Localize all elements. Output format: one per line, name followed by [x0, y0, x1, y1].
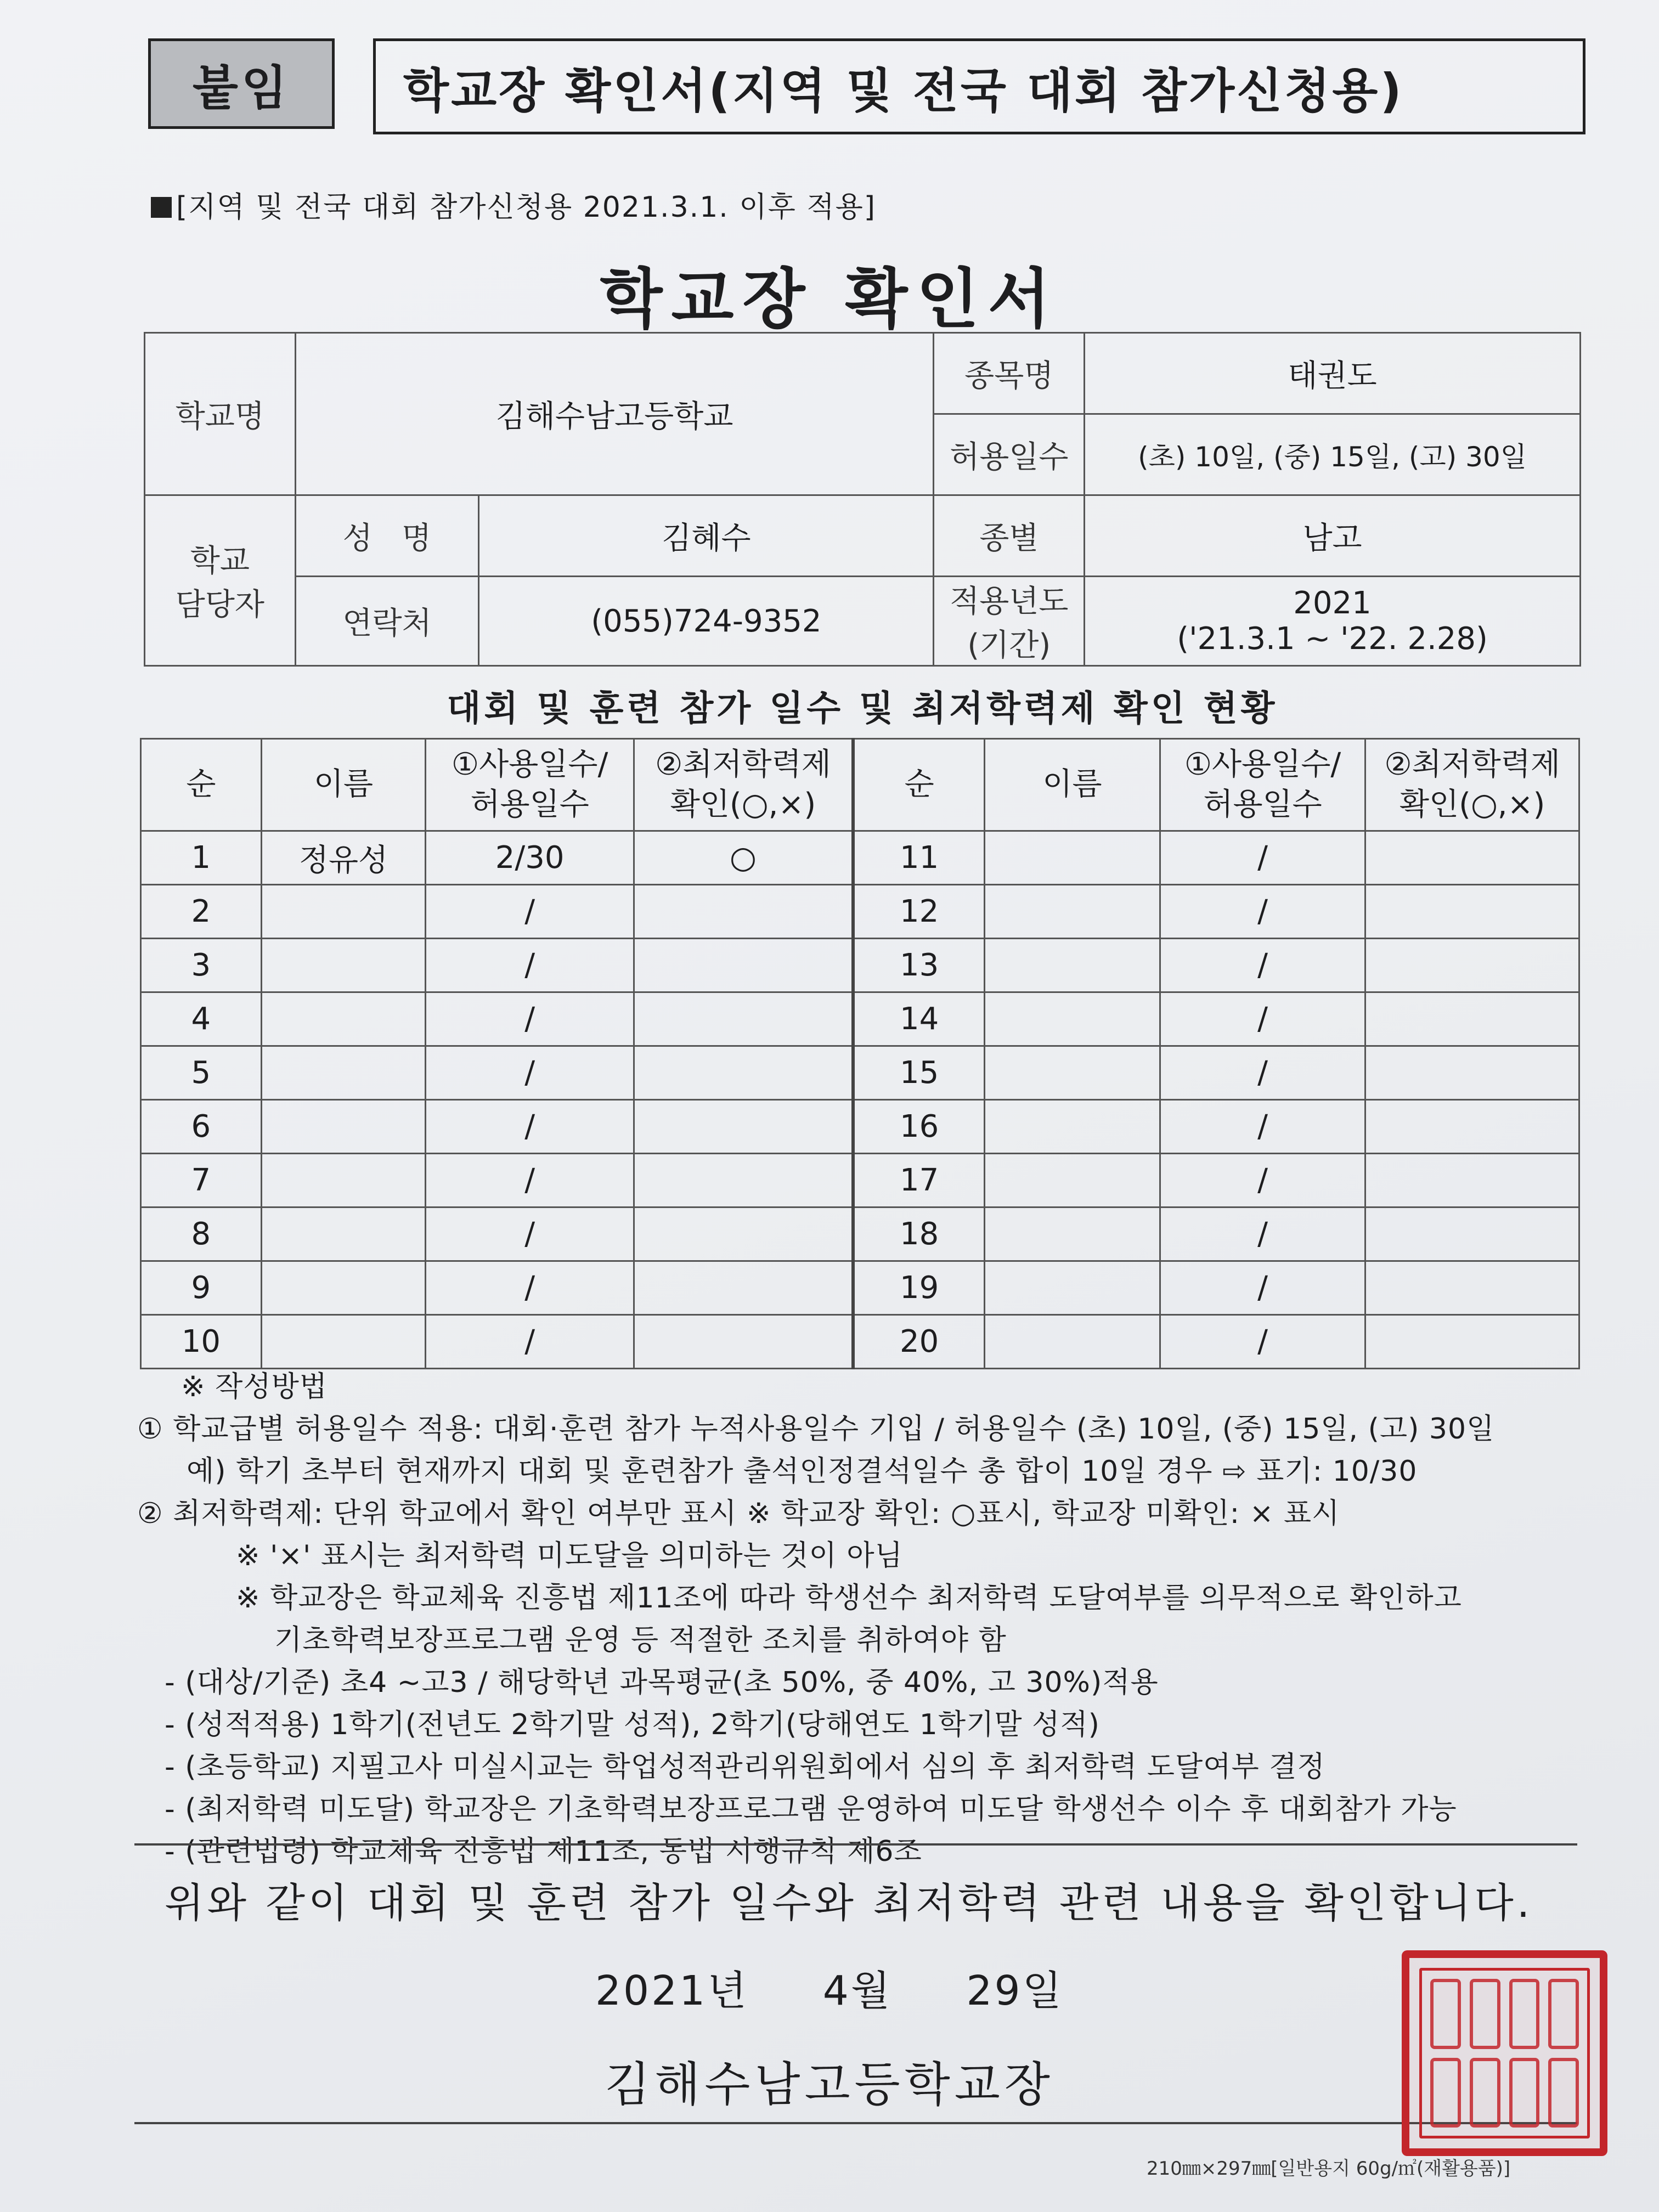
row-name-cell — [261, 1154, 426, 1207]
table-row — [141, 992, 1579, 1046]
row-name-cell-right — [985, 1154, 1160, 1207]
row-days-cell: / — [426, 885, 634, 939]
year-value-line-1: 2021 — [1293, 585, 1372, 621]
row-check-cell-right — [1365, 1315, 1579, 1369]
row-no-cell: 10 — [141, 1315, 262, 1369]
row-name-cell-right — [985, 1207, 1160, 1261]
col-days-header — [426, 739, 634, 831]
document-title: 학교장 확인서 — [600, 261, 1059, 337]
person-name-value: 김혜수 — [479, 495, 934, 577]
allowed-days-label: 허용일수 — [934, 414, 1085, 495]
row-days-cell-right: / — [1160, 1154, 1365, 1207]
table-row — [141, 1046, 1579, 1100]
row-no-cell-right: 20 — [853, 1315, 985, 1369]
seal-glyphs — [1426, 1974, 1583, 2132]
row-days-cell: / — [426, 1100, 634, 1154]
contact-value: (055)724-9352 — [479, 577, 934, 666]
row-days-cell-right: / — [1160, 1207, 1365, 1261]
row-days-cell-right: / — [1160, 1315, 1365, 1369]
row-check-cell — [634, 1261, 853, 1315]
bottom-divider — [134, 2122, 1577, 2124]
event-label: 종목명 — [934, 333, 1085, 414]
row-name-cell-right — [985, 1100, 1160, 1154]
row-no-cell: 6 — [141, 1100, 262, 1154]
row-days-cell-right: / — [1160, 1261, 1365, 1315]
confirmation-statement: 위와 같이 대회 및 훈련 참가 일수와 최저학력 관련 내용을 확인합니다. — [165, 1880, 1533, 1927]
row-no-cell-right: 18 — [853, 1207, 985, 1261]
table-row — [141, 939, 1579, 992]
manager-label-line-2: 담당자 — [175, 587, 264, 623]
row-days-cell-right: / — [1160, 992, 1365, 1046]
year-value — [1085, 577, 1581, 666]
col-check-header-right-line-1: ②최저학력제 — [1384, 746, 1560, 782]
col-name-header: 이름 — [261, 739, 426, 831]
table-row — [141, 1261, 1579, 1315]
row-name-cell — [261, 885, 426, 939]
row-check-cell — [634, 939, 853, 992]
row-days-cell: / — [426, 1154, 634, 1207]
row-check-cell-right — [1365, 939, 1579, 992]
instruction-1: ① 학교급별 허용일수 적용: 대회·훈련 참가 누적사용일수 기입 / 허용일수 (초) 10일, (중) 15일, (고) 30일 — [137, 1413, 1495, 1446]
row-days-cell: / — [426, 1207, 634, 1261]
row-check-cell-right — [1365, 1100, 1579, 1154]
row-name-cell — [261, 992, 426, 1046]
row-days-cell: / — [426, 1261, 634, 1315]
notice-line — [151, 184, 876, 225]
col-name-header-right: 이름 — [985, 739, 1160, 831]
row-name-cell-right — [985, 1315, 1160, 1369]
col-no-header: 순 — [141, 739, 262, 831]
seal-glyph — [1430, 2058, 1461, 2128]
table-row — [141, 1315, 1579, 1369]
row-no-cell-right: 12 — [853, 885, 985, 939]
seal-glyph — [1509, 2058, 1540, 2128]
row-check-cell — [634, 885, 853, 939]
year-label-line-1: 적용년도 — [950, 584, 1069, 619]
row-no-cell: 5 — [141, 1046, 262, 1100]
issue-date: 2021년 4월 29일 — [595, 1967, 1064, 2015]
row-check-cell — [634, 1100, 853, 1154]
row-check-cell-right — [1365, 1261, 1579, 1315]
school-name-label: 학교명 — [145, 333, 296, 495]
row-no-cell: 9 — [141, 1261, 262, 1315]
col-no-header-right: 순 — [853, 739, 985, 831]
row-check-cell-right — [1365, 1154, 1579, 1207]
criteria-law: - (관련법령) 학교체육 진흥법 제11조, 동법 시행규칙 제6조 — [165, 1835, 922, 1868]
row-days-cell-right: / — [1160, 1100, 1365, 1154]
seal-glyph — [1470, 2058, 1500, 2128]
table-row — [141, 1207, 1579, 1261]
row-check-cell-right — [1365, 885, 1579, 939]
instruction-2-note-b-cont: 기초학력보장프로그램 운영 등 적절한 조치를 취하여야 함 — [274, 1624, 1007, 1657]
row-name-cell-right — [985, 939, 1160, 992]
row-no-cell: 2 — [141, 885, 262, 939]
row-name-cell — [261, 1100, 426, 1154]
criteria-elementary: - (초등학교) 지필고사 미실시교는 학업성적관리위원회에서 심의 후 최저학력 도달여부 결정 — [165, 1751, 1325, 1784]
row-name-cell-right — [985, 1261, 1160, 1315]
row-check-cell — [634, 992, 853, 1046]
row-no-cell-right: 17 — [853, 1154, 985, 1207]
year-value-line-2: ('21.3.1 ~ '22. 2.28) — [1177, 621, 1488, 657]
seal-glyph — [1509, 1979, 1540, 2049]
paper-spec-footer: 210㎜×297㎜[일반용지 60g/㎡(재활용품)] — [1147, 2158, 1511, 2180]
black-square-icon — [151, 197, 172, 218]
row-days-cell: / — [426, 992, 634, 1046]
principal-signature: 김해수남고등학교장 — [605, 2057, 1054, 2112]
row-name-cell — [261, 1207, 426, 1261]
col-check-header-right — [1365, 739, 1579, 831]
table-row — [141, 1100, 1579, 1154]
attachment-label: 붙임 — [148, 38, 335, 129]
row-days-cell: / — [426, 939, 634, 992]
col-days-header-line-2: 허용일수 — [470, 786, 589, 822]
row-days-cell-right: / — [1160, 831, 1365, 885]
col-check-header-line-1: ②최저학력제 — [655, 746, 831, 782]
participation-table — [140, 738, 1580, 1369]
instruction-2-note-b: ※ 학교장은 학교체육 진흥법 제11조에 따라 학생선수 최저학력 도달여부를 의무적으로 확인하고 — [236, 1582, 1462, 1615]
row-days-cell: / — [426, 1046, 634, 1100]
row-no-cell-right: 16 — [853, 1100, 985, 1154]
row-check-cell — [634, 1154, 853, 1207]
instruction-1-example: 예) 학기 초부터 현재까지 대회 및 훈련참가 출석인정결석일수 총 합이 10일 경우 ⇨ 표기: 10/30 — [187, 1455, 1418, 1488]
row-no-cell: 7 — [141, 1154, 262, 1207]
col-days-header-right — [1160, 739, 1365, 831]
row-check-cell — [634, 1207, 853, 1261]
row-name-cell — [261, 1046, 426, 1100]
header-title: 학교장 확인서(지역 및 전국 대회 참가신청용) — [373, 38, 1585, 134]
school-info-table — [144, 332, 1581, 667]
col-days-header-right-line-1: ①사용일수/ — [1184, 746, 1341, 782]
row-check-cell-right — [1365, 992, 1579, 1046]
col-days-header-line-1: ①사용일수/ — [451, 746, 608, 782]
seal-glyph — [1548, 1979, 1579, 2049]
contact-label: 연락처 — [295, 577, 479, 666]
year-label — [934, 577, 1085, 666]
row-no-cell-right: 11 — [853, 831, 985, 885]
manager-label — [145, 495, 296, 666]
table-row — [141, 1154, 1579, 1207]
col-check-header — [634, 739, 853, 831]
year-label-line-2: (기간) — [967, 628, 1051, 663]
row-name-cell-right — [985, 992, 1160, 1046]
row-days-cell: 2/30 — [426, 831, 634, 885]
row-check-cell-right — [1365, 1207, 1579, 1261]
row-days-cell: / — [426, 1315, 634, 1369]
instructions-heading: ※ 작성방법 — [181, 1370, 328, 1403]
criteria-not-reached: - (최저학력 미도달) 학교장은 기초학력보장프로그램 운영하여 미도달 학생선수 이수 후 대회참가 가능 — [165, 1793, 1457, 1826]
row-name-cell: 정유성 — [261, 831, 426, 885]
row-name-cell — [261, 1261, 426, 1315]
division-label: 종별 — [934, 495, 1085, 577]
row-no-cell: 1 — [141, 831, 262, 885]
row-name-cell-right — [985, 831, 1160, 885]
row-days-cell-right: / — [1160, 1046, 1365, 1100]
event-value: 태권도 — [1085, 333, 1581, 414]
school-name-value: 김해수남고등학교 — [295, 333, 934, 495]
row-check-cell — [634, 1046, 853, 1100]
person-name-label: 성 명 — [295, 495, 479, 577]
row-days-cell-right: / — [1160, 885, 1365, 939]
allowed-days-value: (초) 10일, (중) 15일, (고) 30일 — [1085, 414, 1581, 495]
col-check-header-right-line-2: 확인(○,×) — [1399, 786, 1545, 822]
row-days-cell-right: / — [1160, 939, 1365, 992]
seal-glyph — [1470, 1979, 1500, 2049]
row-no-cell-right: 19 — [853, 1261, 985, 1315]
criteria-target: - (대상/기준) 초4 ~고3 / 해당학년 과목평균(초 50%, 중 40%, 고 30%)적용 — [165, 1666, 1159, 1699]
row-no-cell-right: 13 — [853, 939, 985, 992]
instruction-2: ② 최저학력제: 단위 학교에서 확인 여부만 표시 ※ 학교장 확인: ○표시, 학교장 미확인: × 표시 — [137, 1497, 1340, 1530]
row-no-cell: 4 — [141, 992, 262, 1046]
manager-label-line-1: 학교 — [190, 543, 250, 579]
table-header-row — [141, 739, 1579, 831]
instruction-2-note-a: ※ '×' 표시는 최저학력 미도달을 의미하는 것이 아님 — [236, 1539, 903, 1572]
row-name-cell-right — [985, 885, 1160, 939]
instructions-section — [137, 1366, 1585, 1873]
division-value: 남고 — [1085, 495, 1581, 577]
col-days-header-right-line-2: 허용일수 — [1203, 786, 1322, 822]
seal-glyph — [1430, 1979, 1461, 2049]
row-check-cell-right — [1365, 831, 1579, 885]
official-seal-stamp — [1402, 1950, 1607, 2156]
criteria-grades: - (성적적용) 1학기(전년도 2학기말 성적), 2학기(당해연도 1학기말 성적) — [165, 1708, 1100, 1741]
row-name-cell — [261, 1315, 426, 1369]
notice-text: [지역 및 전국 대회 참가신청용 2021.3.1. 이후 적용] — [176, 191, 877, 224]
row-check-cell — [634, 1315, 853, 1369]
row-check-cell: ○ — [634, 831, 853, 885]
row-check-cell-right — [1365, 1046, 1579, 1100]
row-no-cell-right: 14 — [853, 992, 985, 1046]
row-no-cell: 8 — [141, 1207, 262, 1261]
status-section-title: 대회 및 훈련 참가 일수 및 최저학력제 확인 현황 — [447, 689, 1278, 729]
table-row — [141, 885, 1579, 939]
col-check-header-line-2: 확인(○,×) — [670, 786, 816, 822]
seal-glyph — [1548, 2058, 1579, 2128]
row-name-cell-right — [985, 1046, 1160, 1100]
row-name-cell — [261, 939, 426, 992]
section-divider — [134, 1843, 1577, 1846]
table-row — [141, 831, 1579, 885]
row-no-cell-right: 15 — [853, 1046, 985, 1100]
row-no-cell: 3 — [141, 939, 262, 992]
